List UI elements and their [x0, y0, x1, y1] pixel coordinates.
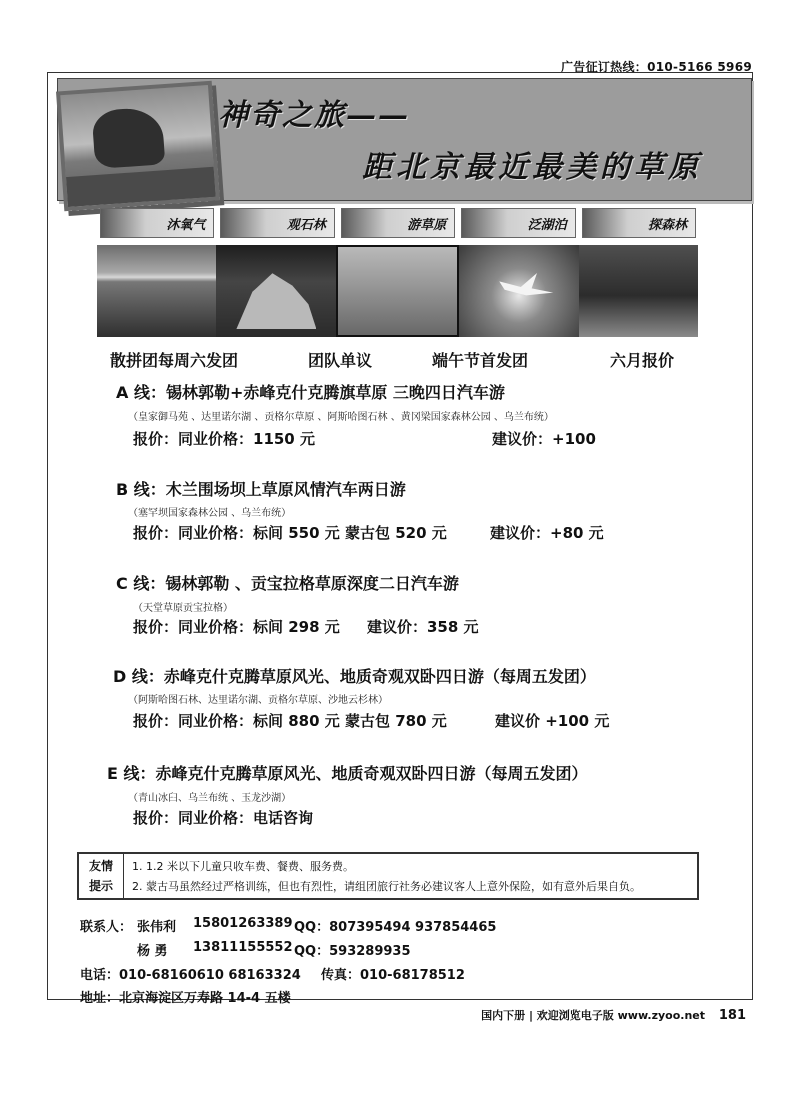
page-footer [481, 1007, 746, 1023]
route-d-suggest: 建议价 +100 元 [495, 712, 610, 730]
tag-stone-forest: 观石林 [220, 208, 334, 238]
route-a-sites: （皇家御马苑 、达里诺尔湖 、贡格尔草原 、阿斯哈图石林 、黄冈梁国家森林公园 、乌兰布统） [128, 412, 554, 423]
route-c-suggest: 建议价：358 元 [367, 618, 479, 636]
contact-address: 地址：北京海淀区万寿路 14-4 五楼 [80, 991, 291, 1006]
friendly-tips-box [77, 852, 699, 900]
route-d-sites: （阿斯哈图石林、达里诺尔湖、贡格尔草原、沙地云杉林） [128, 695, 388, 706]
photo-grassland-herd [336, 245, 459, 337]
schedule-weekly: 散拼团每周六发团 [110, 351, 239, 370]
tip-item: 2. 蒙古马虽然经过严格训练，但也有烈性，请组团旅行社务必建议客人上意外保险，如有意外后果自负。 [132, 880, 641, 893]
contact-label: 联系人： [80, 920, 133, 935]
contact-phone-2: 13811155552 [193, 940, 293, 955]
tips-label-line1: 友情 [88, 859, 113, 873]
tip-item: 1. 1.2 米以下儿童只收车费、餐费、服务费。 [132, 860, 354, 873]
contact-person-1: 张伟利 [137, 920, 177, 935]
route-b-title: B 线：木兰围场坝上草原风情汽车两日游 [116, 480, 406, 499]
contact-row-1 [80, 916, 700, 934]
route-c-sites: （天堂草原贡宝拉格） [133, 603, 233, 614]
schedule-row [110, 348, 690, 370]
contact-qq-2: QQ：593289935 [294, 944, 411, 959]
route-d-title: D 线：赤峰克什克腾草原风光、地质奇观双卧四日游（每周五发团） [113, 667, 596, 686]
banner-rock-photo [56, 81, 220, 212]
route-c-price: 报价：同业价格：标间 298 元 [133, 618, 340, 636]
footer-text: 国内下册 | 欢迎浏览电子版 www.zyoo.net [481, 1009, 706, 1022]
photo-lake [97, 245, 216, 337]
page-number: 181 [718, 1008, 746, 1023]
schedule-group: 团队单议 [308, 351, 373, 370]
contact-phone-1: 15801263389 [193, 916, 293, 931]
tag-lake: 泛湖泊 [461, 208, 575, 238]
tips-label-line2: 提示 [88, 879, 113, 893]
tag-forest: 探森林 [582, 208, 696, 238]
swan-shape [499, 273, 553, 301]
route-e-sites: （青山冰臼、乌兰布统 、玉龙沙湖） [128, 793, 292, 804]
tips-label [79, 854, 124, 898]
photo-strip [97, 245, 698, 337]
schedule-june-price: 六月报价 [610, 351, 675, 370]
contact-fax: 传真：010-68178512 [321, 968, 465, 983]
feature-tags [100, 208, 696, 238]
contact-tel: 电话：010-68160610 68163324 [80, 968, 301, 983]
route-b-suggest: 建议价：+80 元 [490, 524, 604, 542]
route-e-price: 报价：同业价格：电话咨询 [133, 809, 314, 827]
contact-row-3 [80, 964, 700, 982]
tag-grassland: 游草原 [341, 208, 455, 238]
tag-oxygen: 沐氧气 [100, 208, 214, 238]
contact-person-2: 杨 勇 [137, 944, 168, 959]
ground [66, 167, 216, 207]
route-d-price: 报价：同业价格：标间 880 元 蒙古包 780 元 [133, 712, 447, 730]
rock-formation [91, 106, 165, 169]
schedule-festival: 端午节首发团 [432, 351, 529, 370]
route-a-title: A 线：锡林郭勒+赤峰克什克腾旗草原 三晚四日汽车游 [116, 383, 505, 402]
route-c-title: C 线：锡林郭勒 、贡宝拉格草原深度二日汽车游 [116, 574, 459, 593]
contact-row-2 [80, 940, 700, 958]
photo-swan [459, 245, 578, 337]
route-a-price: 报价：同业价格：1150 元 [133, 430, 315, 448]
route-b-sites: （塞罕坝国家森林公园 、乌兰布统） [128, 508, 292, 519]
contact-qq-1: QQ：807395494 937854465 [294, 920, 497, 935]
photo-rock [216, 245, 335, 337]
tips-body [124, 854, 697, 898]
banner-title-line2: 距北京最近最美的草原 [362, 150, 702, 185]
route-a-suggest: 建议价：+100 [492, 430, 596, 448]
photo-forest [579, 245, 698, 337]
ad-hotline: 广告征订热线：010-5166 5969 [560, 60, 752, 74]
route-e-title: E 线：赤峰克什克腾草原风光、地质奇观双卧四日游（每周五发团） [107, 764, 588, 783]
crag-shape [236, 267, 316, 329]
route-b-price: 报价：同业价格：标间 550 元 蒙古包 520 元 [133, 524, 447, 542]
banner-title-line1: 神奇之旅—— [218, 98, 410, 133]
